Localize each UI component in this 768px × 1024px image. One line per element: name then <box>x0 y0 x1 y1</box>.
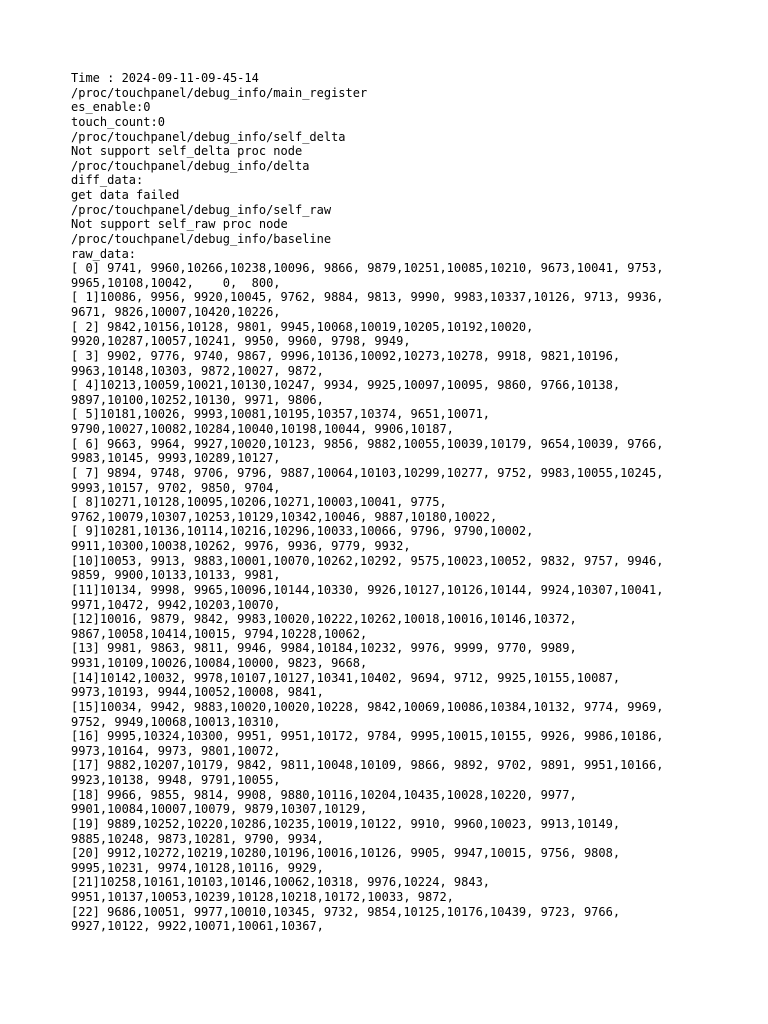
log-line: /proc/touchpanel/debug_info/baseline <box>71 231 332 246</box>
log-line: diff_data: <box>71 173 144 188</box>
log-line: [ 6] 9663, 9964, 9927,10020,10123, 9856, 9882,10055,10039,10179, 9654,10039, 9766, <box>71 436 664 451</box>
log-line: [12]10016, 9879, 9842, 9983,10020,10222,10262,10018,10016,10146,10372, <box>71 612 577 627</box>
log-line: [ 2] 9842,10156,10128, 9801, 9945,10068,10019,10205,10192,10020, <box>71 319 534 334</box>
log-line: 9965,10108,10042, 0, 800, <box>71 275 281 290</box>
log-line: [ 9]10281,10136,10114,10216,10296,10033,10066, 9796, 9790,10002, <box>71 524 534 539</box>
log-line: 9931,10109,10026,10084,10000, 9823, 9668, <box>71 656 368 670</box>
log-line: touch_count:0 <box>71 114 165 129</box>
log-line: [22] 9686,10051, 9977,10010,10345, 9732, 9854,10125,10176,10439, 9723, 9766, <box>71 904 621 919</box>
log-line: 9762,10079,10307,10253,10129,10342,10046, 9887,10180,10022, <box>71 509 498 524</box>
log-line: 9993,10157, 9702, 9850, 9704, <box>71 480 281 495</box>
log-document <box>71 71 761 934</box>
log-line: [ 8]10271,10128,10095,10206,10271,10003,10041, 9775, <box>71 495 447 510</box>
log-line: 9983,10145, 9993,10289,10127, <box>71 451 281 466</box>
log-line: [ 5]10181,10026, 9993,10081,10195,10357,10374, 9651,10071, <box>71 407 491 422</box>
log-line: [19] 9889,10252,10220,10286,10235,10019,10122, 9910, 9960,10023, 9913,10149, <box>71 816 621 831</box>
log-line: 9911,10300,10038,10262, 9976, 9936, 9779, 9932, <box>71 539 411 553</box>
log-line: get data failed <box>71 188 180 202</box>
log-line: [11]10134, 9998, 9965,10096,10144,10330, 9926,10127,10126,10144, 9924,10307,10041, <box>71 582 664 597</box>
log-line: Not support self_delta proc node <box>71 144 303 159</box>
log-line: 9971,10472, 9942,10203,10070, <box>71 597 281 612</box>
log-line: [18] 9966, 9855, 9814, 9908, 9880,10116,10204,10435,10028,10220, 9977, <box>71 787 577 802</box>
log-line: es_enable:0 <box>71 100 151 115</box>
log-line: [ 4]10213,10059,10021,10130,10247, 9934, 9925,10097,10095, 9860, 9766,10138, <box>71 378 621 393</box>
log-line: [ 1]10086, 9956, 9920,10045, 9762, 9884, 9813, 9990, 9983,10337,10126, 9713, 9936, <box>71 290 664 305</box>
log-line: [13] 9981, 9863, 9811, 9946, 9984,10184,10232, 9976, 9999, 9770, 9989, <box>71 641 577 656</box>
log-line: Not support self_raw proc node <box>71 217 288 232</box>
log-line: [14]10142,10032, 9978,10107,10127,10341,10402, 9694, 9712, 9925,10155,10087, <box>71 670 621 685</box>
log-line: 9973,10164, 9973, 9801,10072, <box>71 743 281 758</box>
log-line: 9920,10287,10057,10241, 9950, 9960, 9798, 9949, <box>71 334 411 349</box>
log-line: 9897,10100,10252,10130, 9971, 9806, <box>71 392 324 407</box>
log-line: raw_data: <box>71 246 137 261</box>
log-line: [17] 9882,10207,10179, 9842, 9811,10048,10109, 9866, 9892, 9702, 9891, 9951,10166, <box>71 758 664 773</box>
log-line: Time : 2024-09-11-09-45-14 <box>71 71 259 85</box>
log-line: 9923,10138, 9948, 9791,10055, <box>71 773 281 787</box>
log-line: /proc/touchpanel/debug_info/self_raw <box>71 202 332 217</box>
log-line: [10]10053, 9913, 9883,10001,10070,10262,10292, 9575,10023,10052, 9832, 9757, 9946, <box>71 553 664 568</box>
log-line: 9859, 9900,10133,10133, 9981, <box>71 568 281 583</box>
log-line: [21]10258,10161,10103,10146,10062,10318, 9976,10224, 9843, <box>71 875 491 890</box>
log-line: [15]10034, 9942, 9883,10020,10020,10228, 9842,10069,10086,10384,10132, 9774, 9969, <box>71 699 664 714</box>
log-line: 9790,10027,10082,10284,10040,10198,10044, 9906,10187, <box>71 422 454 436</box>
log-line: [ 7] 9894, 9748, 9706, 9796, 9887,10064,10103,10299,10277, 9752, 9983,10055,10245, <box>71 465 664 480</box>
log-line: [16] 9995,10324,10300, 9951, 9951,10172, 9784, 9995,10015,10155, 9926, 9986,10186, <box>71 729 664 744</box>
log-line: /proc/touchpanel/debug_info/main_register <box>71 85 368 100</box>
log-line: 9671, 9826,10007,10420,10226, <box>71 305 281 319</box>
log-line: /proc/touchpanel/debug_info/delta <box>71 158 310 173</box>
log-line: 9973,10193, 9944,10052,10008, 9841, <box>71 685 324 700</box>
log-line: /proc/touchpanel/debug_info/self_delta <box>71 129 346 144</box>
log-line: 9901,10084,10007,10079, 9879,10307,10129, <box>71 802 368 817</box>
log-line: 9951,10137,10053,10239,10128,10218,10172,10033, 9872, <box>71 890 454 904</box>
log-line: 9885,10248, 9873,10281, 9790, 9934, <box>71 831 324 846</box>
log-line: 9995,10231, 9974,10128,10116, 9929, <box>71 860 324 875</box>
log-line: 9927,10122, 9922,10071,10061,10367, <box>71 919 324 934</box>
log-line: 9963,10148,10303, 9872,10027, 9872, <box>71 363 324 378</box>
log-line: 9867,10058,10414,10015, 9794,10228,10062, <box>71 626 368 641</box>
log-line: [ 3] 9902, 9776, 9740, 9867, 9996,10136,10092,10273,10278, 9918, 9821,10196, <box>71 348 621 363</box>
log-line: [ 0] 9741, 9960,10266,10238,10096, 9866, 9879,10251,10085,10210, 9673,10041, 9753, <box>71 261 664 276</box>
log-line: 9752, 9949,10068,10013,10310, <box>71 714 281 729</box>
log-line: [20] 9912,10272,10219,10280,10196,10016,10126, 9905, 9947,10015, 9756, 9808, <box>71 846 621 861</box>
